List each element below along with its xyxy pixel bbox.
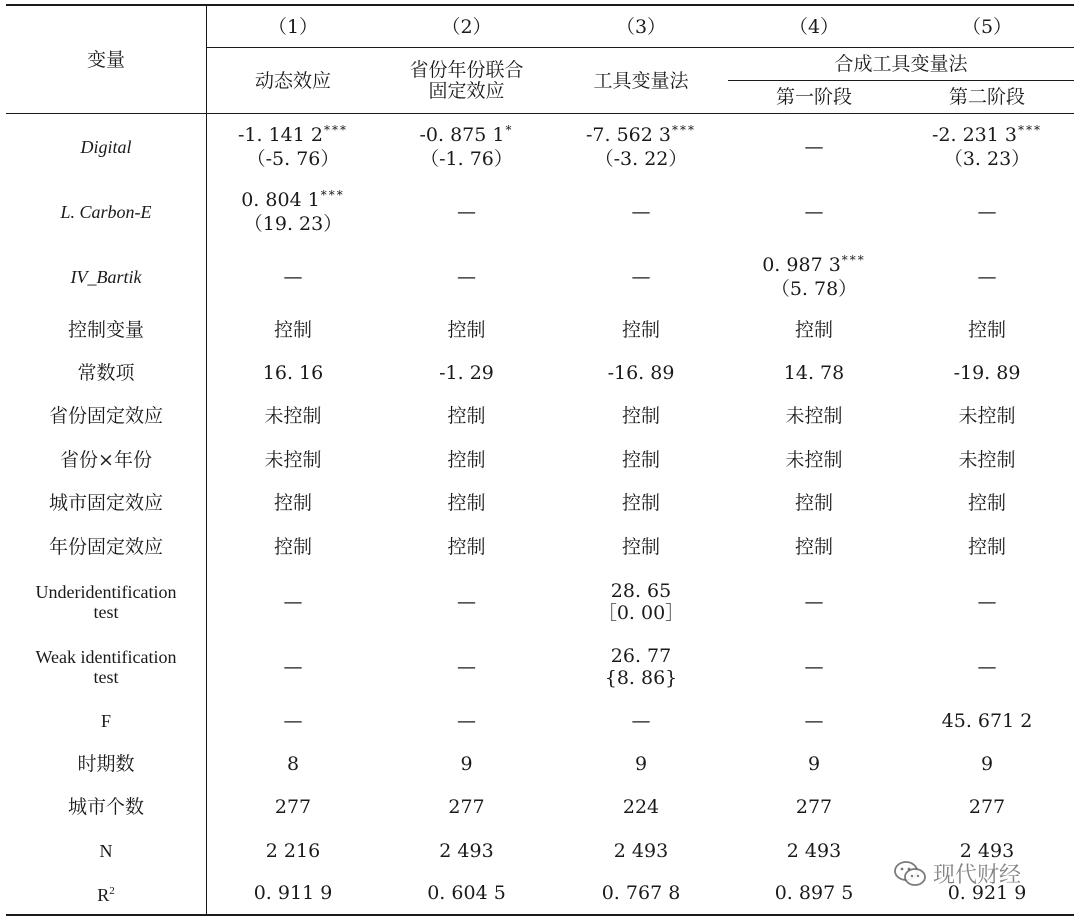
t-stat: （-1. 76） [420,148,513,170]
header-col2-title [379,48,554,113]
watermark [893,858,1021,889]
table-cell: 控制 [794,536,833,558]
header-col4-num: （4） [788,15,840,38]
table-cell: 控制 [273,319,312,341]
bottom-rule [6,914,1074,916]
table-cell: 277 [795,796,833,818]
table-cell: 0. 604 5 [427,882,506,904]
header-col1-num: （1） [267,15,319,38]
stat-value: 28. 65 [610,580,672,602]
cell-iv-c4 [728,252,900,302]
row-label-n: N [99,841,113,861]
row-label-year-fe: 年份固定效应 [48,536,163,558]
cell-weak-c1: — [283,656,303,678]
watermark-text: 现代财经 [933,863,1022,888]
cell-weak-c3 [554,643,728,691]
coef: -2. 231 3 [932,124,1017,146]
stat-value: 26. 77 [610,645,672,667]
cell-lcarbon-c3: — [631,201,651,223]
table-cell: -16. 89 [607,362,675,384]
table-cell: 控制 [794,492,833,514]
row-label-periods: 时期数 [77,753,135,775]
label-line: test [93,602,119,622]
cell-digital-c2 [379,122,554,172]
table-cell: 224 [622,796,660,818]
table-cell: — [457,710,476,732]
coef: -7. 562 3 [586,124,671,146]
row-label-province-year: 省份×年份 [60,449,152,471]
table-cell: 控制 [447,319,486,341]
table-cell: 未控制 [264,405,322,427]
coef: 0. 987 3 [762,254,841,276]
table-cell: 2 493 [439,840,494,862]
table-cell: 45. 671 2 [941,710,1033,732]
table-cell: 未控制 [785,449,843,471]
cell-weak-c5: — [977,656,997,678]
table-cell: 16. 16 [262,362,324,384]
row-label-f: F [100,711,111,731]
cell-digital-c5 [900,122,1074,172]
header-col3-title: 工具变量法 [593,69,689,92]
table-cell: 0. 767 8 [601,882,681,904]
row-label-constant: 常数项 [77,362,135,384]
table-cell: -1. 29 [439,362,494,384]
header-col5-num: （5） [961,15,1013,38]
sig-stars: * [505,123,514,137]
table-cell: 0. 897 5 [774,882,854,904]
cell-iv-c5: — [977,266,997,288]
table-cell: 控制 [967,319,1006,341]
row-label-city-fe: 城市固定效应 [48,492,163,514]
header-col2-line2: 固定效应 [428,79,505,102]
cell-lcarbon-c1 [207,187,379,237]
t-stat: （3. 23） [943,148,1031,170]
table-cell: 9 [460,753,473,775]
table-cell: 未控制 [958,405,1016,427]
header-variable: 变量 [86,48,125,71]
table-cell: — [283,710,303,732]
sig-stars: *** [841,253,866,267]
t-stat: （19. 23） [243,213,343,235]
table-cell: — [631,710,651,732]
sig-stars: *** [671,123,696,137]
r-letter: R [97,885,110,905]
t-stat: （5. 78） [770,278,858,300]
table-cell: 控制 [621,319,660,341]
table-cell: 控制 [967,536,1006,558]
table-cell: 未控制 [264,449,322,471]
row-label-iv-bartik: IV_Bartik [70,267,142,287]
cell-iv-c1: — [283,266,303,288]
sig-stars: *** [1017,123,1042,137]
header-rule [6,113,1074,114]
table-cell: 控制 [273,492,312,514]
table-cell: 9 [807,753,821,775]
wechat-icon [893,860,927,888]
coef: -1. 141 2 [238,124,323,146]
row-label-cities: 城市个数 [67,796,144,818]
row-label-r2 [6,873,206,913]
cell-digital-c3 [554,122,728,172]
table-cell: 2 216 [265,840,321,862]
table-cell: — [804,710,824,732]
row-label-weak-identification [6,643,206,691]
r-superscript: 2 [109,885,115,897]
table-cell: 控制 [447,536,486,558]
label-line: Weak identification [35,647,177,667]
sig-stars: *** [323,123,348,137]
table-cell: 0. 921 9 [947,882,1027,904]
cell-digital-c1 [207,122,379,172]
cell-under-c3 [554,578,728,626]
table-cell: 控制 [621,492,660,514]
table-cell: 控制 [447,405,486,427]
header-col4-title: 第一阶段 [775,86,852,108]
coef: -0. 875 1 [419,124,505,146]
table-cell: 8 [286,753,300,775]
table-cell: 9 [980,753,994,775]
label-line: Underidentification [35,582,177,602]
table-cell: 控制 [447,449,486,471]
header-col2-num: （2） [441,15,492,38]
cell-lcarbon-c5: — [977,201,997,223]
table-cell: 2 493 [959,840,1015,862]
table-cell: 控制 [621,449,660,471]
row-label-underidentification [6,578,206,626]
critical-value: {8. 86} [604,667,678,689]
coef: 0. 804 1 [241,189,320,211]
cell-under-c2: — [457,591,476,613]
cell-under-c1: — [283,591,303,613]
cell-weak-c2: — [457,656,476,678]
table-cell: 控制 [621,405,660,427]
table-cell: 未控制 [958,449,1016,471]
table-cell: 控制 [967,492,1006,514]
table-cell: 9 [634,753,648,775]
row-label-digital: Digital [80,137,132,157]
cell-lcarbon-c2: — [457,201,476,223]
table-cell: 2 493 [613,840,669,862]
table-cell: 控制 [794,319,833,341]
header-col5-title: 第二阶段 [948,86,1025,108]
cell-under-c5: — [977,591,997,613]
sig-stars: *** [320,188,345,202]
table-cell: 277 [968,796,1006,818]
cell-weak-c4: — [804,656,824,678]
table-cell: 0. 911 9 [253,882,333,904]
p-value: ［0. 00］ [597,602,685,624]
t-stat: （-5. 76） [246,148,340,170]
table-cell: 14. 78 [783,362,845,384]
table-cell: 2 493 [786,840,842,862]
header-col1-title: 动态效应 [254,69,331,92]
t-stat: （-3. 22） [594,148,688,170]
row-label-province-fe: 省份固定效应 [48,405,163,427]
header-col45-title: 合成工具变量法 [834,53,968,75]
header-col3-num: （3） [615,15,667,38]
table-cell: 控制 [447,492,486,514]
table-cell: 控制 [621,536,660,558]
row-label-lcarbon: L. Carbon-E [60,202,152,222]
header-col2-line1: 省份年份联合 [409,58,524,81]
table-cell: 控制 [273,536,312,558]
label-line: test [93,667,119,687]
cell-iv-c2: — [457,266,476,288]
row-label-controls: 控制变量 [67,319,144,341]
table-cell: 277 [274,796,312,818]
table-cell: 未控制 [785,405,843,427]
cell-under-c4: — [804,591,824,613]
cell-digital-c4: — [804,136,824,158]
cell-iv-c3: — [631,266,651,288]
table-cell: -19. 89 [953,362,1021,384]
table-cell: 277 [448,796,485,818]
cell-lcarbon-c4: — [804,201,824,223]
